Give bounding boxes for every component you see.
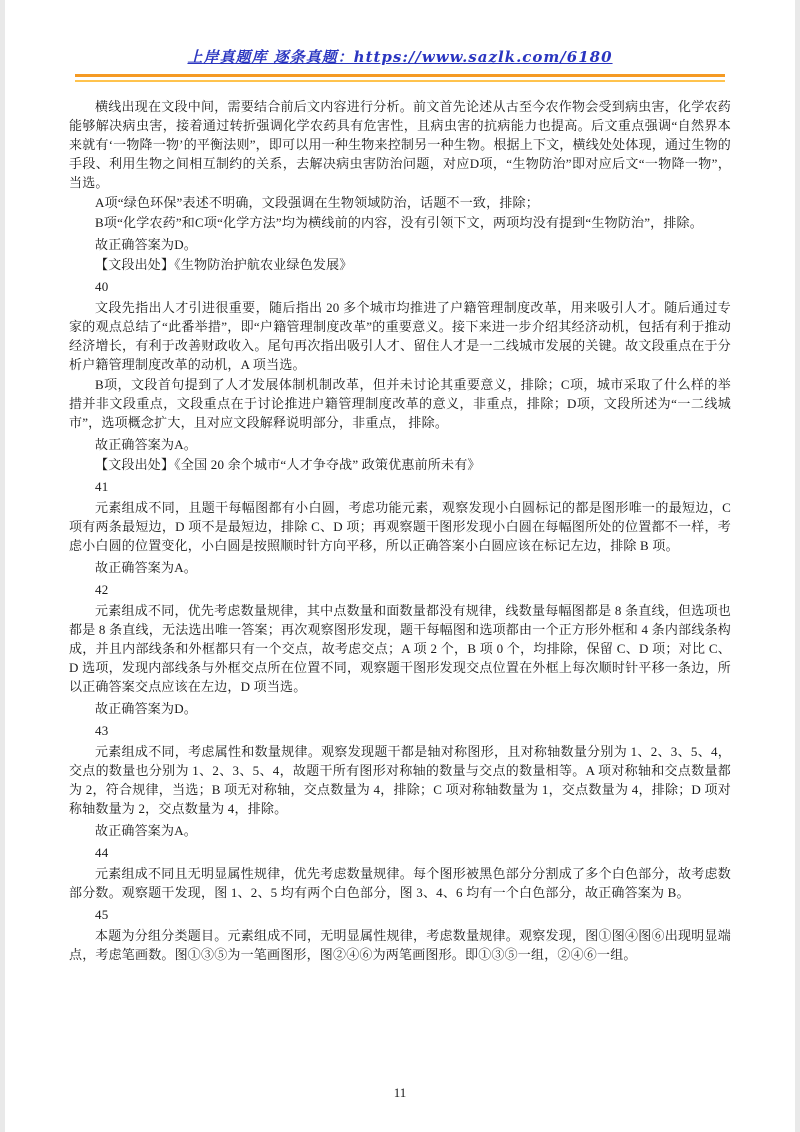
question-number: 42 (95, 582, 109, 597)
paragraph: 故正确答案为A。 (95, 823, 197, 838)
paragraph: 故正确答案为A。 (95, 560, 197, 575)
paragraph: B项“化学农药”和C项“化学方法”均为横线前的内容，没有引领下文，两项均没有提到“生物防治”，排除。 (95, 215, 703, 230)
paragraph: 【文段出处】《全国 20 余个城市“人才争夺战” 政策优惠前所未有》 (95, 457, 481, 472)
paragraph: 本题为分组分类题目。元素组成不同，无明显属性规律，考虑数量规律。观察发现，图①图④图⑥出现明显端点，考虑笔画数。图①③⑤为一笔画图形，图②④⑥为两笔画图形。即①③⑤一组，②④⑥一组。 (69, 928, 731, 962)
page-footer (5, 1084, 795, 1102)
paragraph: 元素组成不同，优先考虑数量规律，其中点数量和面数量都没有规律，线数量每幅图都是 8 条直线，但选项也都是 8 条直线，无法选出唯一答案；再次观察图形发现，题干每幅图和选项都由一个正方形外框和 4 条内部线条构成，并且内部线条和外框都只有一个交点，故考虑交点；A 项 2 个，B 项 0 个，均排除，保留 C、D 项；对比 C、D 选项，发现内部线条与外框交点所在位置不同，观察题干图形发现交点位置在外框上每次顺时针平移一条边，所以正确答案交点应该在左边，D 项当选。 (69, 603, 731, 694)
document-body (5, 97, 795, 964)
header-rule-bottom (75, 80, 725, 82)
paragraph: A项“绿色环保”表述不明确，文段强调在生物领域防治，话题不一致，排除； (95, 195, 539, 210)
question-number: 45 (95, 907, 109, 922)
question-number: 43 (95, 723, 109, 738)
paragraph: 故正确答案为D。 (95, 237, 197, 252)
paragraph: 【文段出处】《生物防治护航农业绿色发展》 (95, 257, 353, 272)
paragraph: B项，文段首句提到了人才发展体制机制改革，但并未讨论其重要意义，排除；C项，城市采取了什么样的举措并非文段重点，文段重点在于讨论推进户籍管理制度改革的意义，非重点，排除；D项，文段所述为“一二线城市”，选项概念扩大，且对应文段解释说明部分，非重点， 排除。 (69, 377, 731, 430)
header-rule-top (75, 74, 725, 77)
paragraph: 故正确答案为A。 (95, 437, 197, 452)
paragraph: 元素组成不同，且题干每幅图都有小白圆，考虑功能元素，观察发现小白圆标记的都是图形唯一的最短边，C 项有两条最短边，D 项不是最短边，排除 C、D 项；再观察题干图形发现小白圆在每幅图所处的位置都不一样，考虑小白圆的位置变化，小白圆是按照顺时针方向平移，所以正确答案小白圆应该在标记左边，排除 B 项。 (69, 500, 731, 553)
question-number: 40 (95, 279, 109, 294)
paragraph: 元素组成不同，考虑属性和数量规律。观察发现题干都是轴对称图形，且对称轴数量分别为 1、2、3、5、4，交点的数量也分别为 1、2、3、5、4，故题干所有图形对称轴的数量与交点的数量相等。A 项对称轴和交点数量都为 2，符合规律，当选；B 项无对称轴，交点数量为 4，排除；C 项对称轴数量为 1，交点数量为 4，排除；D 项对称轴数量为 2，交点数量为 4，排除。 (69, 744, 731, 816)
paragraph: 横线出现在文段中间，需要结合前后文内容进行分析。前文首先论述从古至今农作物会受到病虫害，化学农药能够解决病虫害，接着通过转折强调化学农药具有危害性，且病虫害的抗病能力也提高。后文重点强调“自然界本来就有‘一物降一物’的平衡法则”，即可以用一种生物来控制另一种生物。根据上下文，横线处处体现，通过生物的手段、利用生物之间相互制约的关系，去解决病虫害防治问题，对应D项，“生物防治”即对应后文“一物降一物”，当选。 (69, 99, 731, 190)
header-link[interactable]: 上岸真题库 逐条真题：https://www.sazlk.com/6180 (187, 48, 613, 66)
question-number: 44 (95, 845, 109, 860)
page-number: 11 (393, 1085, 407, 1100)
question-number: 41 (95, 479, 109, 494)
paragraph: 故正确答案为D。 (95, 701, 197, 716)
paragraph: 元素组成不同且无明显属性规律，优先考虑数量规律。每个图形被黑色部分分割成了多个白色部分，故考虑数部分数。观察题干发现，图 1、2、5 均有两个白色部分，图 3、4、6 均有一个白色部分，故正确答案为 B。 (69, 866, 731, 900)
paragraph: 文段先指出人才引进很重要，随后指出 20 多个城市均推进了户籍管理制度改革，用来吸引人才。随后通过专家的观点总结了“此番举措”，即“户籍管理制度改革”的重要意义。接下来进一步介绍其经济动机，包括有利于推动经济增长，有利于改善财政收入。尾句再次指出吸引人才、留住人才是一二线城市发展的关键。故文段重点在于分析户籍管理制度改革的动机，A 项当选。 (69, 300, 731, 372)
document-header (5, 0, 795, 82)
